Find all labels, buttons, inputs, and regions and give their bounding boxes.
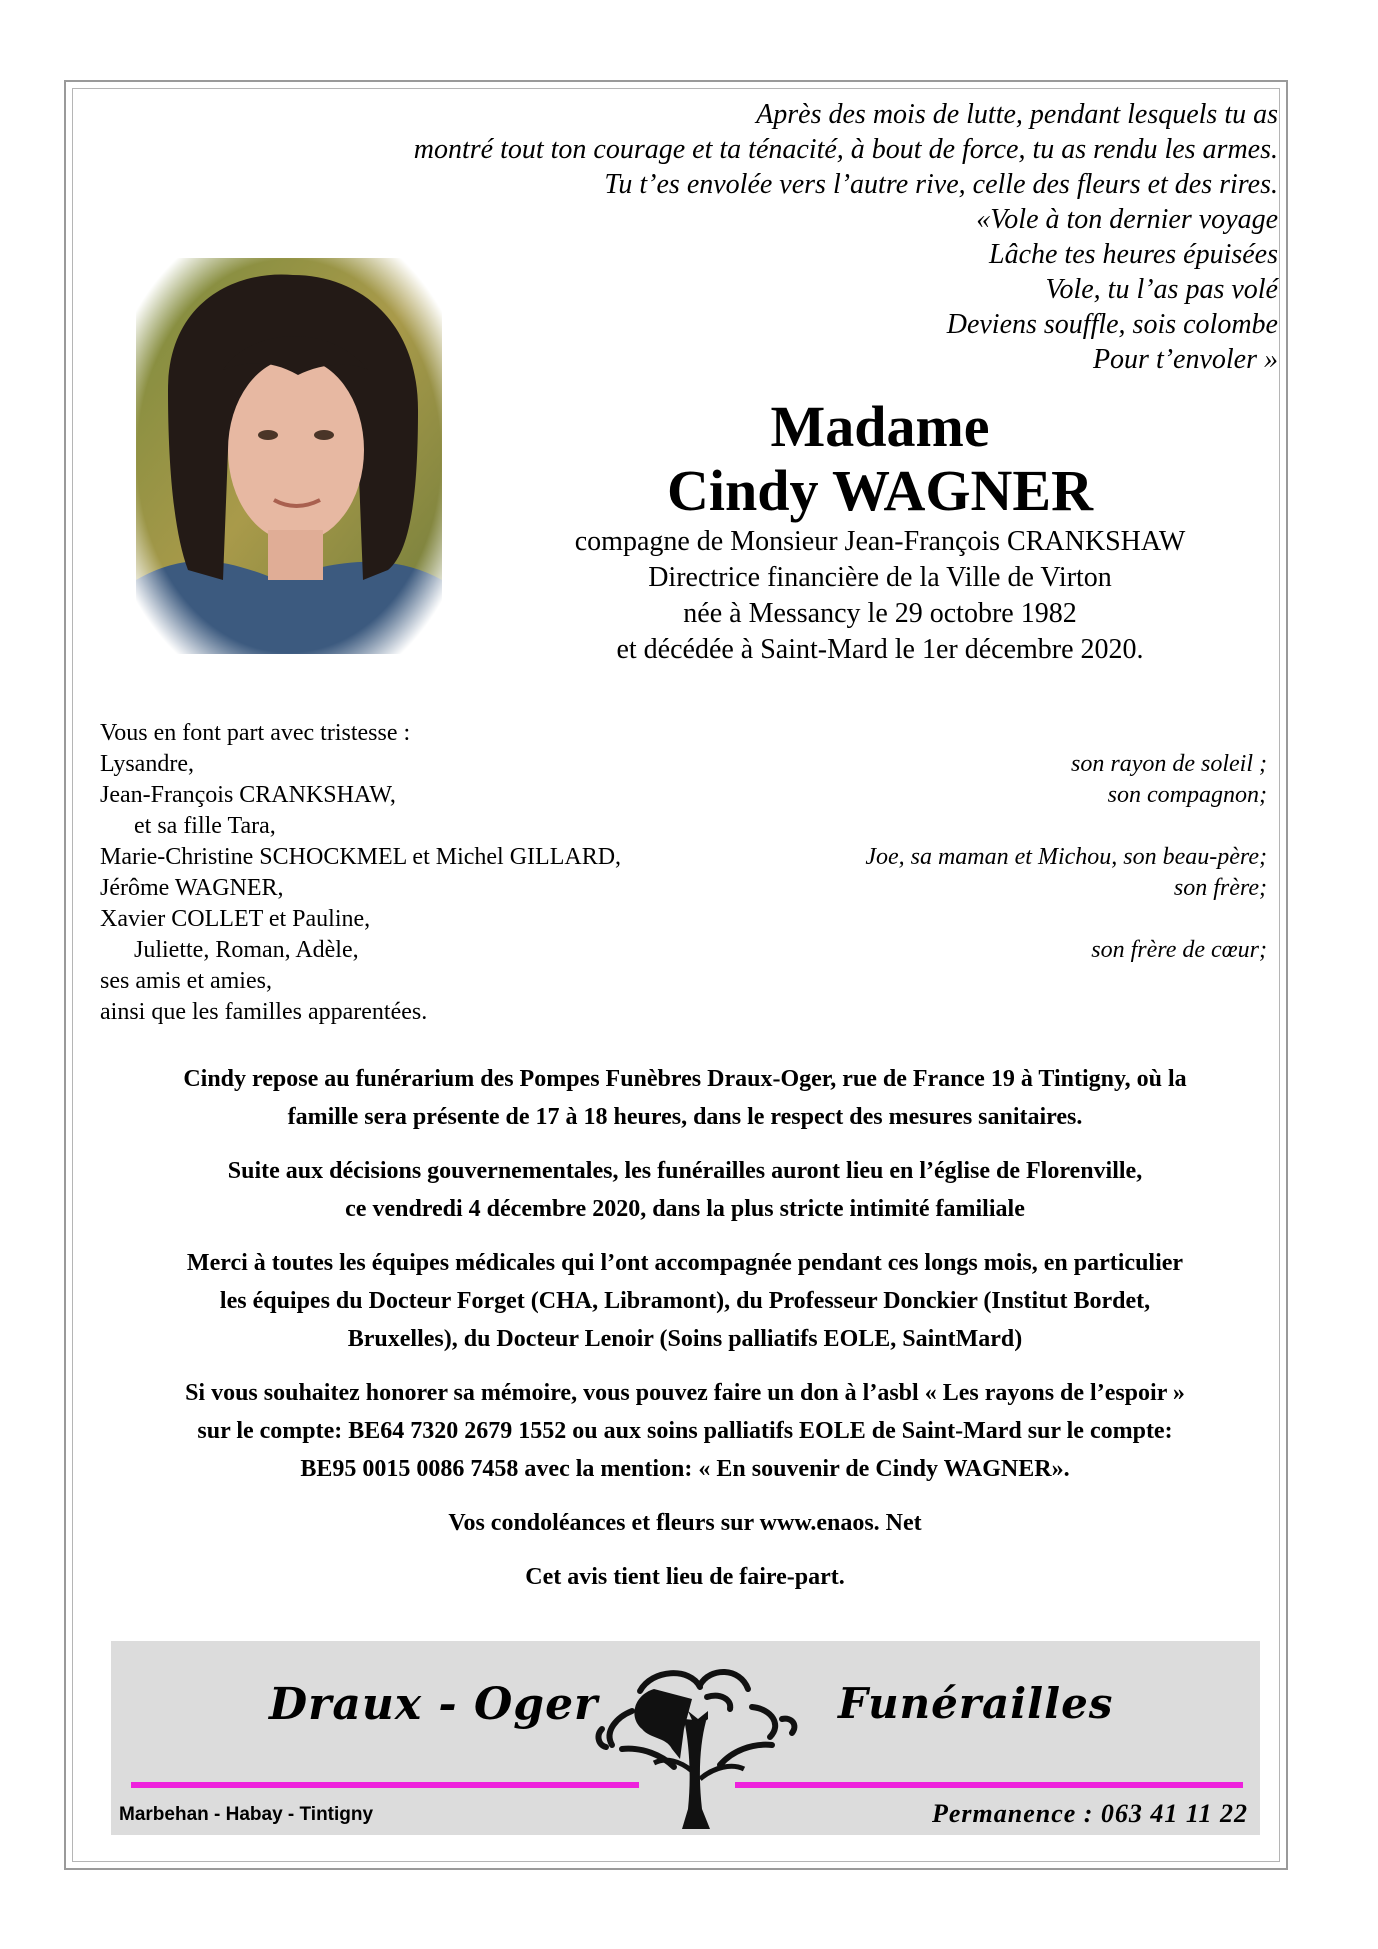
funeral-information — [90, 1060, 1280, 1612]
info-paragraph — [90, 1558, 1280, 1596]
poem-line: Deviens souffle, sois colombe — [946, 309, 1278, 340]
family-relation — [1267, 966, 1270, 997]
poem-line: Après des mois de lutte, pendant lesquels tu as — [756, 99, 1278, 130]
funeral-home-banner — [111, 1641, 1260, 1835]
info-line: Cindy repose au funérarium des Pompes Funèbres Draux-Oger, rue de France 19 à Tintigny, où la — [183, 1066, 1187, 1092]
deceased-detail: Directrice financière de la Ville de Virton — [648, 562, 1112, 593]
deceased-title: Madame — [770, 394, 990, 459]
family-row — [100, 842, 1270, 873]
notice-line: Cet avis tient lieu de faire-part. — [525, 1564, 845, 1590]
family-relation: son rayon de soleil ; — [1071, 751, 1267, 777]
family-member: Vous en font part avec tristesse : — [100, 720, 411, 746]
family-member: Jean-François CRANKSHAW, — [100, 782, 396, 808]
info-paragraph — [90, 1504, 1280, 1542]
family-member: et sa fille Tara, — [134, 813, 276, 839]
info-line: Merci à toutes les équipes médicales qui l’ont accompagnée pendant ces longs mois, en particulier — [186, 1250, 1184, 1276]
family-relation — [1267, 718, 1270, 749]
family-member: Lysandre, — [100, 751, 194, 777]
info-line: ce vendredi 4 décembre 2020, dans la plus stricte intimité familiale — [345, 1196, 1025, 1222]
family-row — [100, 718, 1270, 749]
family-member: ses amis et amies, — [100, 968, 272, 994]
info-line: Bruxelles), du Docteur Lenoir (Soins palliatifs EOLE, SaintMard) — [347, 1326, 1023, 1352]
info-line: sur le compte: BE64 7320 2679 1552 ou aux soins palliatifs EOLE de Saint-Mard sur le compte: — [197, 1418, 1173, 1444]
family-row — [100, 811, 1270, 842]
accent-line-left — [131, 1782, 639, 1788]
poem-line: Pour t’envoler » — [1092, 344, 1278, 375]
info-line: les équipes du Docteur Forget (CHA, Libramont), du Professeur Donckier (Institut Bordet, — [219, 1288, 1151, 1314]
brand-name: Draux - Oger — [269, 1679, 599, 1730]
deceased-detail: née à Messancy le 29 octobre 1982 — [683, 598, 1077, 629]
family-relation: Joe, sa maman et Michou, son beau-père; — [865, 844, 1267, 870]
family-member: Jérôme WAGNER, — [100, 875, 284, 901]
condolences-line: Vos condoléances et fleurs sur www.enaos. Net — [448, 1510, 922, 1536]
deceased-name: Cindy WAGNER — [667, 458, 1093, 523]
family-relation — [1267, 997, 1270, 1028]
deceased-detail: et décédée à Saint-Mard le 1er décembre 2020. — [616, 634, 1144, 665]
family-relation: son frère; — [1173, 875, 1267, 901]
family-relation: son frère de cœur; — [1091, 937, 1267, 963]
poem-line: Lâche tes heures épuisées — [989, 239, 1278, 270]
poem-line: «Vole à ton dernier voyage — [976, 204, 1278, 235]
tree-logo-icon — [592, 1659, 802, 1834]
info-paragraph — [90, 1060, 1280, 1136]
info-line: BE95 0015 0086 7458 avec la mention: « En souvenir de Cindy WAGNER». — [300, 1456, 1070, 1482]
family-list — [100, 718, 1270, 1028]
family-member: Xavier COLLET et Pauline, — [100, 906, 371, 932]
family-relation — [1267, 811, 1270, 842]
info-line: famille sera présente de 17 à 18 heures, dans le respect des mesures sanitaires. — [287, 1104, 1083, 1130]
family-row — [100, 935, 1270, 966]
poem-line: Tu t’es envolée vers l’autre rive, celle des fleurs et des rires. — [604, 169, 1278, 200]
permanence-phone: Permanence : 063 41 11 22 — [931, 1799, 1248, 1828]
deceased-detail: compagne de Monsieur Jean-François CRANKSHAW — [574, 526, 1186, 557]
family-row — [100, 966, 1270, 997]
family-row — [100, 873, 1270, 904]
info-paragraph — [90, 1152, 1280, 1228]
branch-locations: Marbehan - Habay - Tintigny — [119, 1804, 374, 1825]
info-line: Si vous souhaitez honorer sa mémoire, vous pouvez faire un don à l’asbl « Les rayons de l’espoir » — [185, 1380, 1185, 1406]
family-relation: son compagnon; — [1107, 782, 1267, 808]
info-paragraph — [90, 1374, 1280, 1488]
family-row — [100, 997, 1270, 1028]
family-row — [100, 749, 1270, 780]
info-line: Suite aux décisions gouvernementales, les funérailles auront lieu en l’église de Florenville, — [227, 1158, 1143, 1184]
family-member: Juliette, Roman, Adèle, — [134, 937, 359, 963]
family-row — [100, 780, 1270, 811]
poem-line: montré tout ton courage et ta ténacité, à bout de force, tu as rendu les armes. — [413, 134, 1278, 165]
family-member: Marie-Christine SCHOCKMEL et Michel GILLARD, — [100, 844, 622, 870]
portrait-photo — [128, 250, 450, 662]
family-member: ainsi que les familles apparentées. — [100, 999, 428, 1025]
info-paragraph — [90, 1244, 1280, 1358]
brand-tagline: Funérailles — [838, 1679, 1114, 1728]
family-row — [100, 904, 1270, 935]
poem-line: Vole, tu l’as pas volé — [1045, 274, 1278, 305]
accent-line-right — [735, 1782, 1243, 1788]
family-relation — [1267, 904, 1270, 935]
deceased-name-block — [440, 395, 1320, 667]
